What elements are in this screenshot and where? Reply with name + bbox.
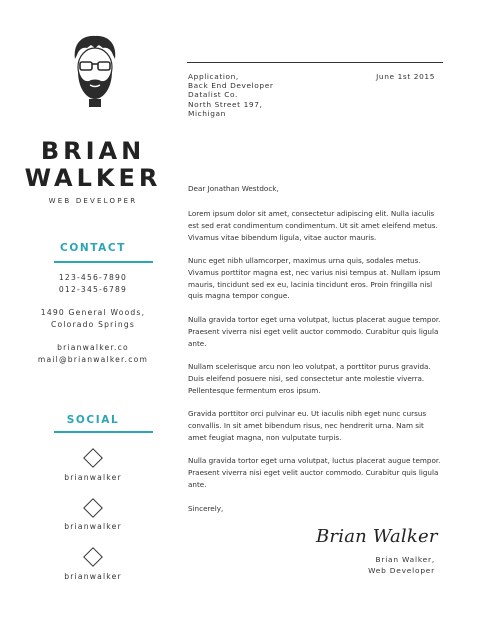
last-name: WALKER — [24, 164, 162, 192]
social-heading: SOCIAL — [66, 414, 120, 426]
paragraph-3: Nulla gravida tortor eget urna volutpat, luctus placerat augue tempor. Praesent viverra nisi eget velit auctor commodo. Curabitur quis ligula ante. — [188, 315, 441, 348]
paragraph-6: Nulla gravida tortor eget urna volutpat, luctus placerat augue tempor. Praesent viverra nisi eget velit auctor commodo. Curabitur quis ligula ante. — [188, 456, 441, 489]
diamond-icon[interactable] — [83, 498, 103, 518]
social-handle-2[interactable]: brianwalker — [64, 522, 122, 531]
address-line-1: 1490 General Woods, — [40, 308, 146, 317]
header-rule — [187, 62, 443, 63]
recipient-line: Back End Developer — [188, 81, 274, 91]
paragraph-1: Lorem ipsum dolor sit amet, consectetur adipiscing elit. Nulla iaculis est sed erat condimentum condimentum. Ut sit amet eleifend metus. Vivamus vitae bibendum ligula, vitae auctor mauris. — [188, 209, 438, 242]
website-link[interactable]: brianwalker.co — [57, 343, 129, 352]
social-divider — [54, 431, 153, 433]
greeting: Dear Jonathan Westdock, — [188, 184, 279, 193]
contact-divider — [54, 261, 153, 263]
first-name: BRIAN — [40, 137, 146, 165]
closing: Sincerely, — [188, 504, 224, 513]
diamond-icon[interactable] — [83, 547, 103, 567]
paragraph-4: Nullam scelerisque arcu non leo volutpat, a porttitor purus gravida. Duis eleifend posuere nisi, sed consectetur ante molestie viverra. Pellentesque fermentum eros ipsum. — [188, 362, 431, 395]
phone-2: 012-345-6789 — [58, 285, 128, 294]
recipient-line: Application, — [188, 72, 239, 81]
contact-heading: CONTACT — [60, 242, 126, 254]
recipient-line: Michigan — [188, 108, 226, 118]
recipient-line: Datalist Co. — [188, 90, 238, 100]
recipient-line: North Street 197, — [188, 99, 263, 109]
address-line-2: Colorado Springs — [50, 320, 136, 329]
avatar — [69, 33, 121, 113]
social-handle-1[interactable]: brianwalker — [64, 473, 122, 482]
signer-role: Web Developer — [368, 566, 435, 575]
job-title: WEB DEVELOPER — [48, 197, 138, 205]
recipient-address — [188, 72, 274, 118]
letter-date: June 1st 2015 — [376, 72, 435, 81]
social-handle-3[interactable]: brianwalker — [64, 572, 122, 581]
paragraph-5: Gravida porttitor orci pulvinar eu. Ut iaculis nibh eget nunc cursus convallis. In sit amet bibendum risus, nec hendrerit urna. Nam sit amet feugiat magna, non vulputate turpis. — [188, 409, 427, 442]
phone-1: 123-456-7890 — [58, 273, 128, 282]
email-link[interactable]: mail@brianwalker.com — [37, 355, 149, 364]
diamond-icon[interactable] — [83, 448, 103, 468]
signer-name: Brian Walker, — [375, 555, 435, 564]
signature: Brian Walker — [316, 526, 438, 547]
paragraph-2: Nunc eget nibh ullamcorper, maximus urna quis, sodales metus. Vivamus porttitor magna est, nec varius nisi tempus at. Nullam ipsum mauris, tincidunt sed ex eu, lacinia tincidunt eros. Proin fringilla nisl quis magna tempor congue. — [188, 256, 441, 301]
